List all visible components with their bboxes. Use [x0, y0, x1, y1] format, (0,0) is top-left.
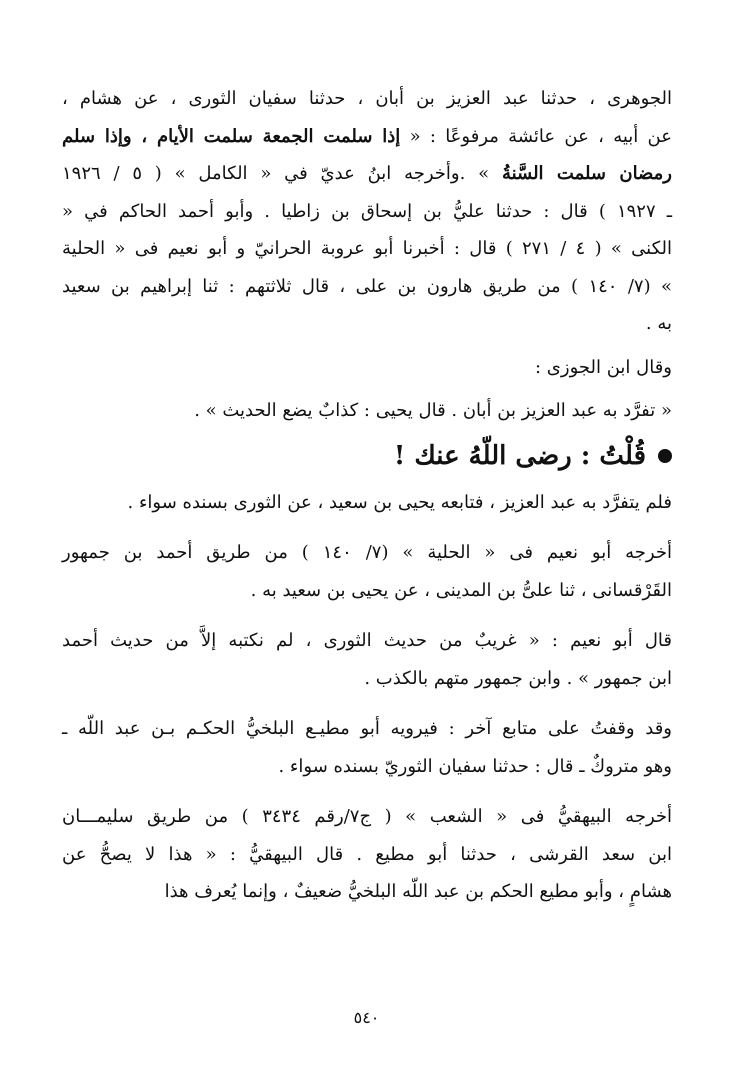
text-block-bottom [62, 484, 672, 911]
text-line [62, 305, 672, 343]
text-segment: » .وأخرجه ابنُ عديّ في « الكامل » ( ٥ / ١٩٢٦ [62, 163, 502, 184]
section-heading [62, 436, 672, 476]
text-segment: وقال ابن الجوزى : [535, 356, 672, 378]
text-line [62, 710, 672, 748]
text-line [62, 484, 672, 522]
text-segment: به . [645, 313, 672, 334]
text-segment: أخرجه أبو نعيم فى « الحلية » (٧/ ١٤٠ ) من طريق أحمد بن جمهور [62, 542, 672, 563]
page-content [62, 80, 672, 911]
text-line [62, 230, 672, 268]
text-line [62, 660, 672, 698]
text-segment: الجوهرى ، حدثنا عبد العزيز بن أبان ، حدثنا سفيان الثورى ، عن هشام ، [62, 88, 672, 109]
text-line [62, 118, 672, 156]
text-line [62, 155, 672, 193]
paragraph [62, 392, 672, 430]
text-line [62, 268, 672, 306]
paragraph [62, 534, 672, 609]
page-number: ٥٤٠ [353, 1008, 380, 1027]
bold-text: رمضان سلمت السَّنةُ [501, 163, 672, 184]
bold-text: إذا سلمت الجمعة سلمت الأيام ، وإذا سلم [62, 125, 401, 147]
text-segment: ـ ١٩٢٧ ) قال : حدثنا عليُّ بن إسحاق بن زاطيا . وأبو أحمد الحاكم في « [62, 200, 672, 222]
paragraph [62, 349, 672, 387]
bullet-icon [658, 449, 672, 463]
text-segment: الكنى » ( ٤ / ٢٧١ ) قال : أخبرنا أبو عروبة الحرانيّ و أبو نعيم فى « الحلية [62, 238, 672, 259]
text-line [62, 534, 672, 572]
text-segment: « تفرَّد به عبد العزيز بن أبان . قال يحيى : كذابٌ يضع الحديث » . [194, 400, 672, 421]
paragraph [62, 710, 672, 785]
text-line [62, 572, 672, 610]
text-segment: عن أبيه ، عن عائشة مرفوعًا : « [400, 125, 673, 147]
text-segment: هشامٍ ، وأبو مطيع الحكم بن عبد اللّه البلخيُّ ضعيفٌ ، وإنما يُعرف هذا [164, 881, 672, 902]
text-segment: ابن جمهور » . وابن جمهور متهم بالكذب . [364, 667, 672, 689]
text-line [62, 836, 672, 874]
text-line [62, 873, 672, 911]
paragraph [62, 798, 672, 911]
text-segment: وقد وقفتُ على متابع آخر : فيرويه أبو مطيـع البلخيُّ الحكـم بـن عبد اللّه ـ [62, 718, 672, 739]
text-segment: أخرجه البيهقيُّ فى « الشعب » ( ج٧/رقم ٣٤٣٤ ) من طريق سليمـــان [62, 806, 673, 827]
paragraph [62, 80, 672, 343]
paragraph [62, 484, 672, 522]
heading-text: قُلْتُ : رضى اللّهُ عنك ! [393, 440, 646, 471]
text-segment: فلم يتفرَّد به عبد العزيز ، فتابعه يحيى بن سعيد ، عن الثورى بسنده سواء . [127, 491, 672, 513]
text-line [62, 80, 672, 118]
text-line [62, 622, 672, 660]
text-segment: قال أبو نعيم : « غريبٌ من حديث الثورى ، لم نكتبه إلاَّ من حديث أحمد [62, 630, 672, 651]
text-segment: القَرْقسانى ، ثنا علىُّ بن المدينى ، عن يحيى بن سعيد به . [250, 579, 672, 601]
text-segment: وهو متروكٌ ـ قال : حدثنا سفيان الثوريّ بسنده سواء . [278, 755, 672, 777]
text-line [62, 392, 672, 430]
paragraph [62, 622, 672, 697]
text-line [62, 798, 672, 836]
text-block-top [62, 80, 672, 430]
text-line [62, 193, 672, 231]
text-line [62, 748, 672, 786]
text-segment: ابن سعد القرشى ، حدثنا أبو مطيع . قال البيهقيُّ : « هذا لا يصحُّ عن [62, 843, 672, 865]
text-segment: » (٧/ ١٤٠ ) من طريق هارون بن على ، قال ثلاثتهم : ثنا إبراهيم بن سعيد [62, 275, 672, 297]
text-line [62, 349, 672, 387]
